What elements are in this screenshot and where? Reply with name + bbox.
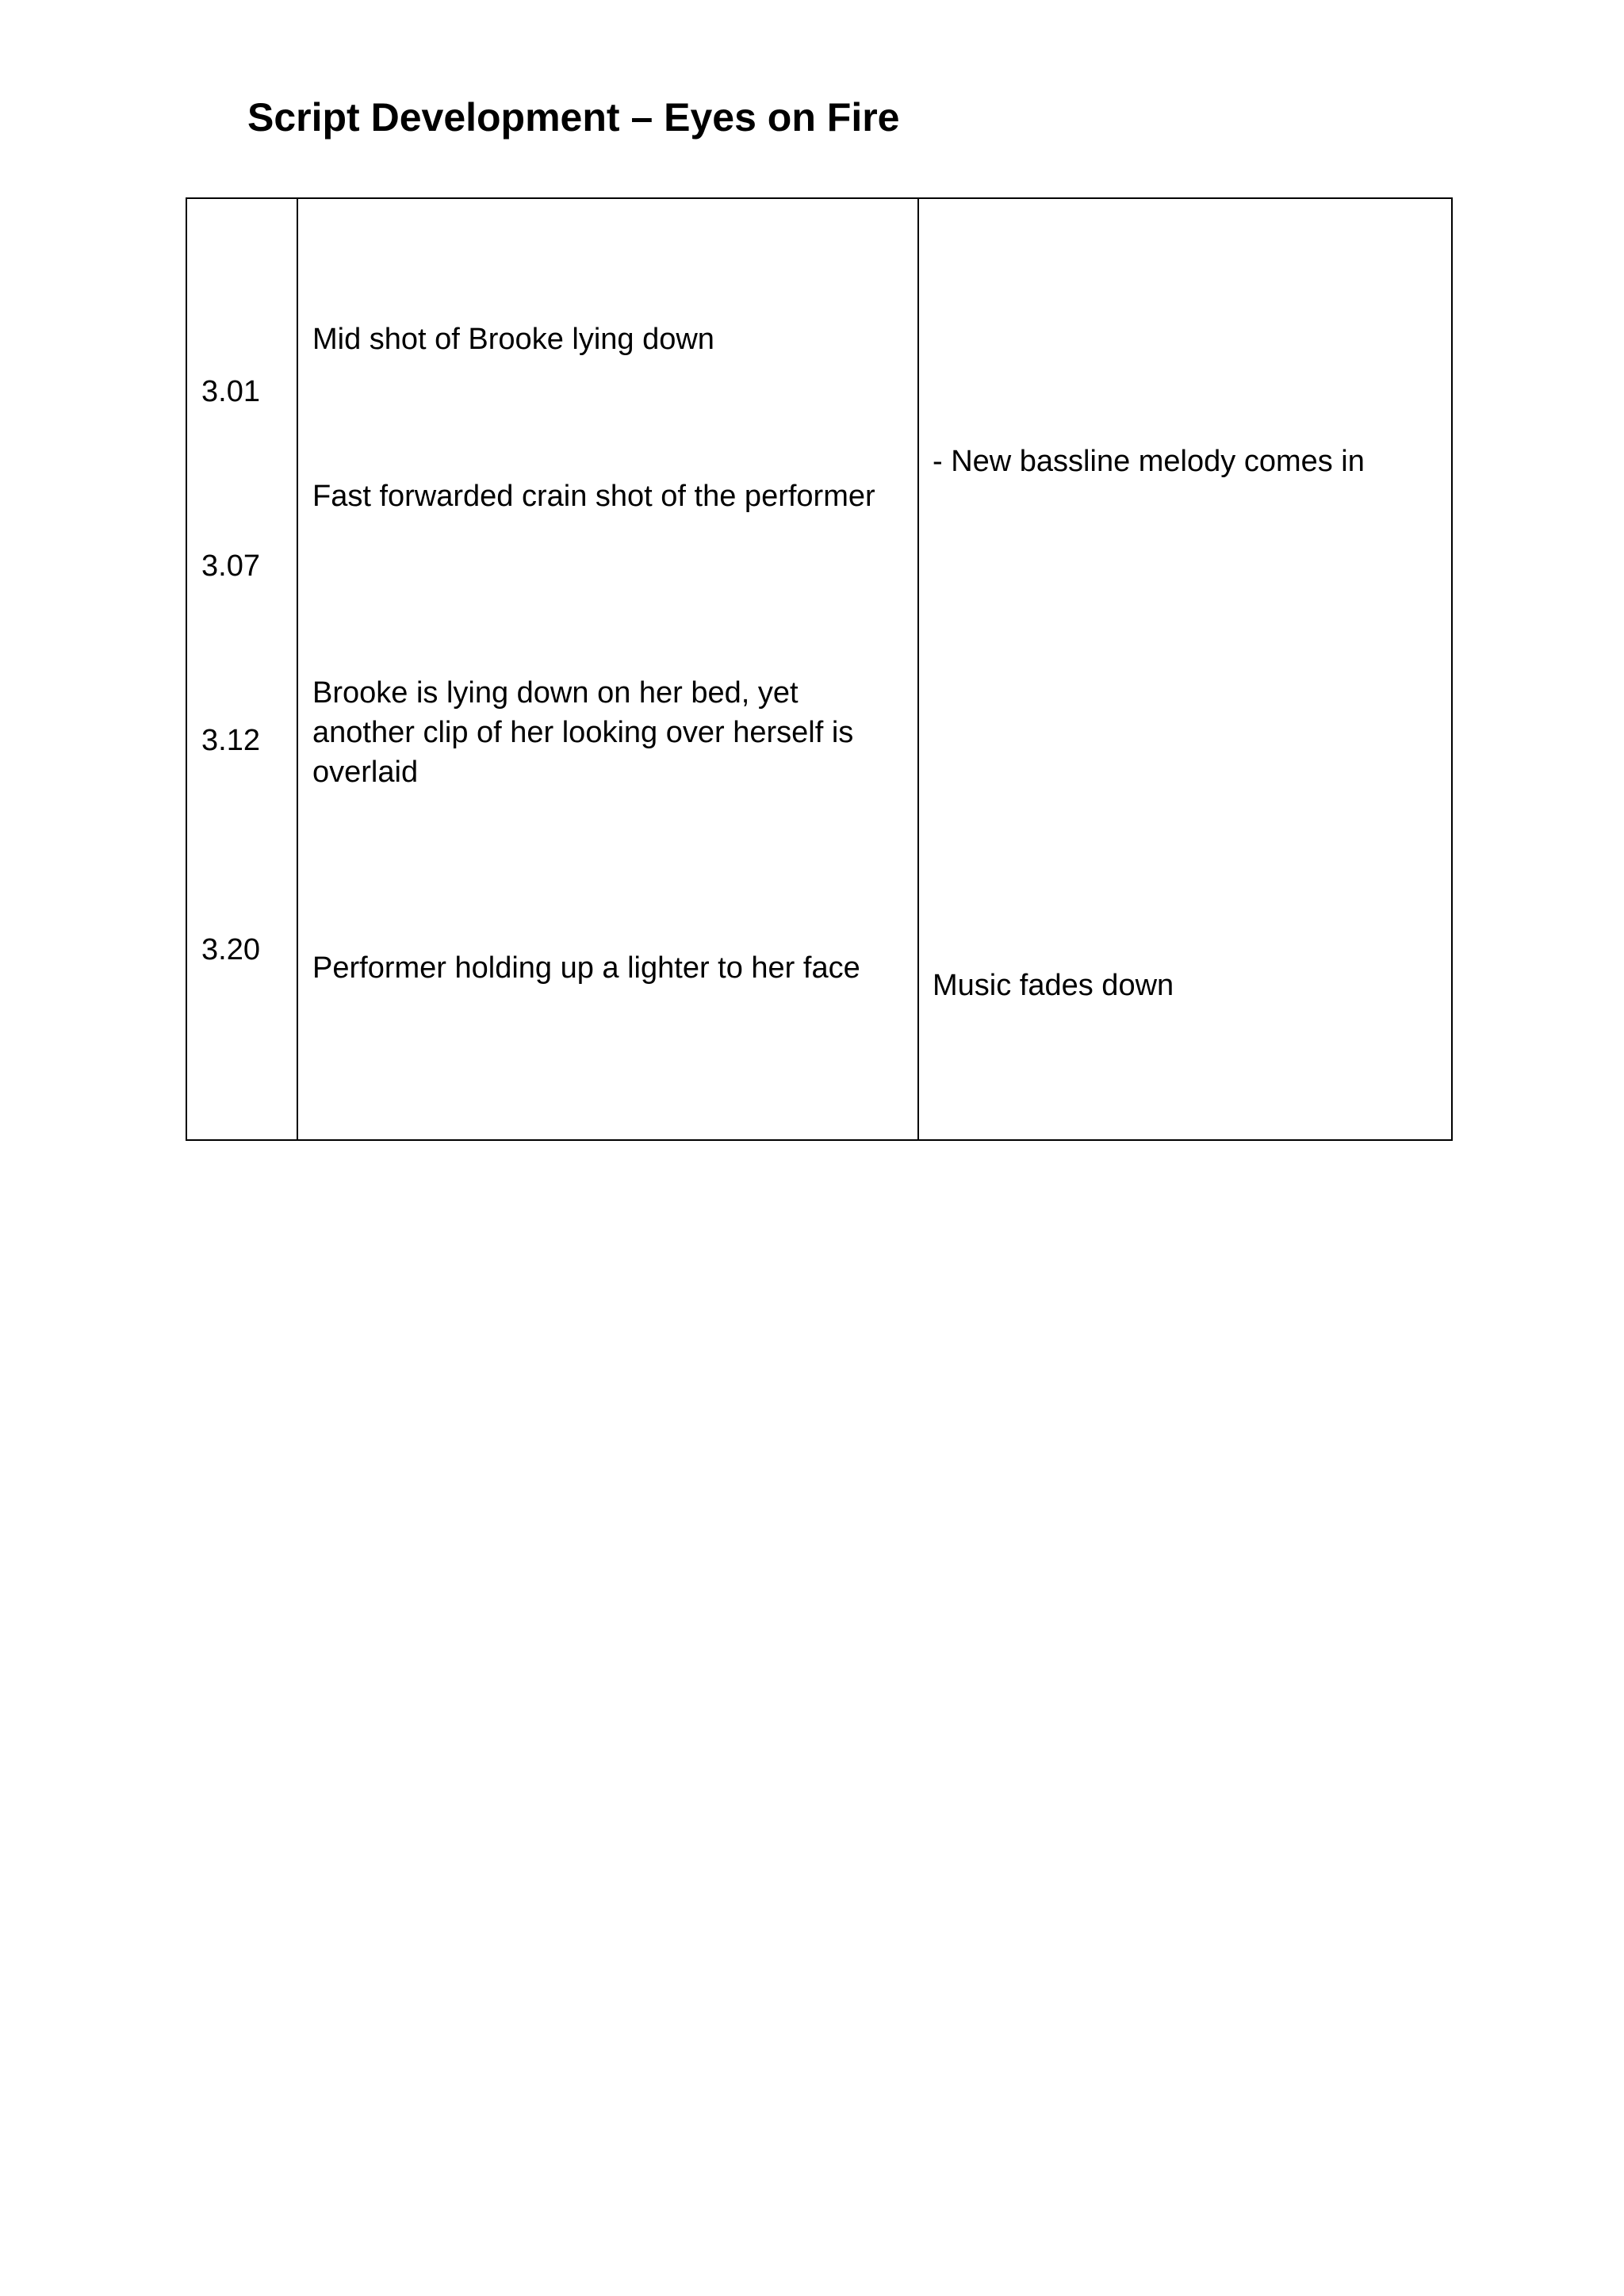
time-cell-1: 3.01: [201, 375, 260, 408]
time-cell-2: 3.07: [201, 549, 260, 583]
page-title: Script Development – Eyes on Fire: [247, 95, 900, 140]
time-cell-4: 3.20: [201, 933, 260, 966]
column-divider-audio: [917, 199, 919, 1139]
time-cell-3: 3.12: [201, 724, 260, 757]
description-cell-3: Brooke is lying down on her bed, yet another clip of her looking over herself is overlaid: [312, 676, 854, 789]
description-cell-2: Fast forwarded crain shot of the performer: [312, 480, 875, 513]
description-cell-4: Performer holding up a lighter to her face: [312, 951, 860, 985]
audio-note-2: Music fades down: [933, 969, 1174, 1002]
description-cell-1: Mid shot of Brooke lying down: [312, 323, 714, 356]
script-table: [186, 197, 1453, 1141]
audio-note-1: - New bassline melody comes in: [933, 445, 1365, 478]
column-divider-time: [297, 199, 298, 1139]
